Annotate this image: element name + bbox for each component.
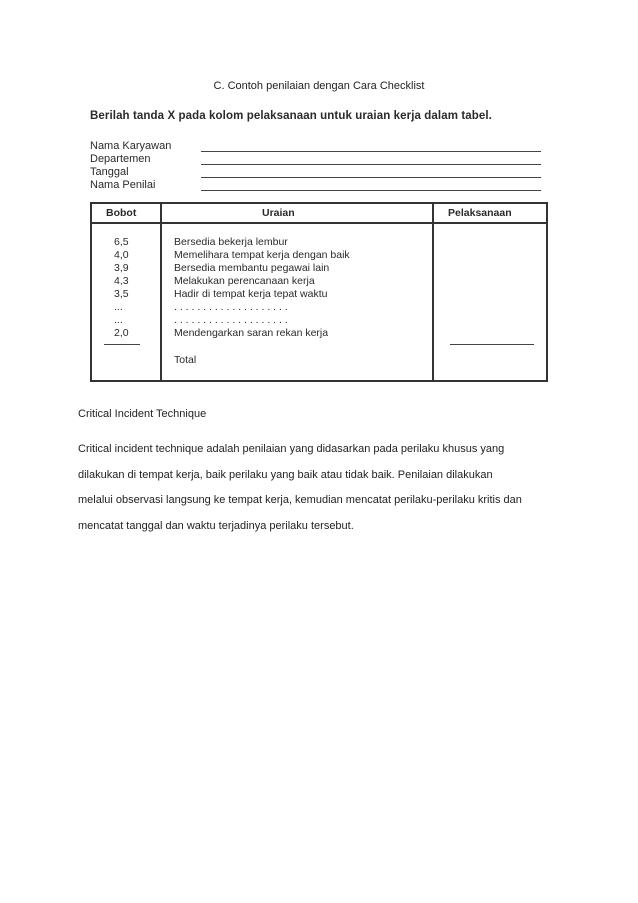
paragraph-line: melalui observasi langsung ke tempat kerja, kemudian mencatat perilaku-perilaku kritis dan <box>78 494 522 506</box>
table-cell-uraian: Bersedia bekerja lembur <box>174 236 288 248</box>
table-cell-uraian: . . . . . . . . . . . . . . . . . . . . <box>174 301 288 313</box>
section-title: Critical Incident Technique <box>78 408 207 420</box>
field-line <box>201 151 541 152</box>
field-line <box>201 177 541 178</box>
table-cell-uraian: . . . . . . . . . . . . . . . . . . . . <box>174 314 288 326</box>
table-header-pelaksanaan: Pelaksanaan <box>448 207 512 219</box>
table-cell-bobot: 4,0 <box>114 249 129 261</box>
paragraph-line: mencatat tanggal dan waktu terjadinya perilaku tersebut. <box>78 519 354 532</box>
field-label-departemen: Departemen <box>90 153 151 165</box>
table-cell-uraian: Melakukan perencanaan kerja <box>174 275 315 287</box>
table-cell-bobot: 6,5 <box>114 236 129 248</box>
checklist-table <box>90 202 548 382</box>
pelaksanaan-total-line <box>450 344 534 345</box>
table-column-divider <box>432 204 434 380</box>
field-label-tanggal: Tanggal <box>90 166 129 178</box>
paragraph-line: Critical incident technique adalah penilaian yang didasarkan pada perilaku khusus yang <box>78 443 505 455</box>
table-cell-bobot: 2,0 <box>114 327 129 339</box>
table-cell-uraian: Hadir di tempat kerja tepat waktu <box>174 288 328 300</box>
bobot-total-line <box>104 344 140 345</box>
paragraph-line: dilakukan di tempat kerja, baik perilaku yang baik atau tidak baik. Penilaian dilakukan <box>78 468 493 481</box>
table-header-bobot: Bobot <box>106 207 137 219</box>
table-cell-bobot: ... <box>114 301 123 313</box>
table-cell-bobot: ... <box>114 314 123 326</box>
body-paragraph <box>78 437 568 539</box>
table-cell-uraian: Memelihara tempat kerja dengan baik <box>174 249 350 261</box>
table-cell-uraian: Bersedia membantu pegawai lain <box>174 262 330 274</box>
field-label-nama-penilai: Nama Penilai <box>90 179 156 191</box>
table-cell-bobot: 4,3 <box>114 275 129 287</box>
form-instruction: Berilah tanda X pada kolom pelaksanaan untuk uraian kerja dalam tabel. <box>90 110 492 122</box>
section-heading: C. Contoh penilaian dengan Cara Checklist <box>213 80 425 92</box>
table-cell-bobot: 3,9 <box>114 262 129 274</box>
checklist-form-image <box>88 110 550 385</box>
table-cell-uraian: Mendengarkan saran rekan kerja <box>174 327 329 339</box>
table-header-uraian: Uraian <box>262 207 295 219</box>
field-line <box>201 190 541 191</box>
table-column-divider <box>160 204 162 380</box>
field-line <box>201 164 541 165</box>
field-label-nama-karyawan: Nama Karyawan <box>90 140 172 152</box>
table-total-label: Total <box>174 354 197 366</box>
table-cell-bobot: 3,5 <box>114 288 129 300</box>
